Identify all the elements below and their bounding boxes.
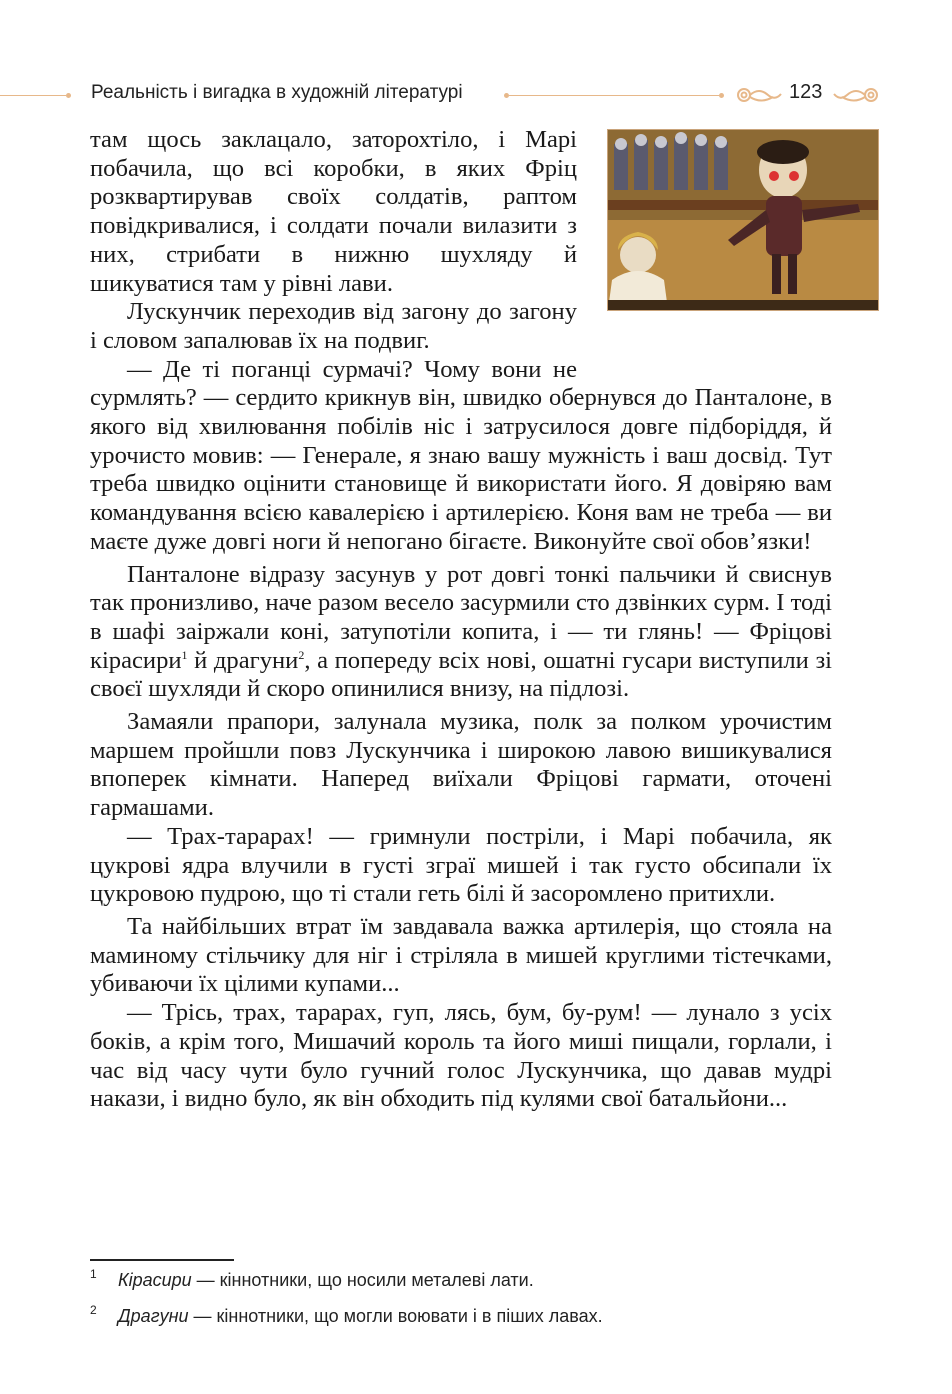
footnote-ref-2: 2	[298, 647, 305, 662]
footnote-term-text: Кірасири	[118, 1270, 192, 1290]
footnote-definition: — кіннотники, що могли воювати і в піших лавах.	[188, 1306, 603, 1326]
header-rule-mid	[509, 95, 719, 96]
footnote-definition: — кіннотники, що носили металеві лати.	[191, 1270, 534, 1290]
paragraph-5: Замаяли прапори, залунала музика, полк за полком урочистим маршем пройшли повз Лускунчика і широкою лавою вишикувалися впоперек кімнати. Наперед виїхали Фріцові гармати, оточені гармашами.	[90, 708, 832, 822]
footnote-term	[118, 1270, 534, 1291]
header-title: Реальність і вигадка в художній літературі	[91, 82, 463, 103]
paragraph-3: — Де ті поганці сурмачі? Чому вони не сурмлять? — сердито крикнув він, швидко обернувся до Панталоне, в якого від хвилювання побілів ніс і затрусилося довге підборіддя, й урочисто мовив: — Генерале, я знаю вашу мужність і ваш досвід. Тут треба швидко оцінити становище й використати його. Я довіряю вам командування всією кавалерією і артилерією. Коня вам не треба — ви маєте дуже довгі ноги й непогано бігаєте. Виконуйте свої обов’язки!	[90, 355, 832, 555]
illustration-space	[577, 126, 832, 356]
header-dot-right	[719, 93, 724, 98]
ornament-right-icon	[832, 82, 880, 108]
footnote-rule	[90, 1259, 234, 1261]
paragraph-6: — Трах-тарарах! — гримнули постріли, і Марі побачила, як цукрові ядра влучили в густі зграї мишей і так густо обсипали їх цукровою пудрою, що ті стали геть білі й засоромлено притихли.	[90, 822, 832, 908]
paragraph-1: там щось заклацало, заторохтіло, і Марі побачила, що всі коробки, в яких Фріц розквартирував своїх солдатів, раптом повідкривалися, і солдати почали вилазити з них, стрибати в нижню шухляду й шикуватися там у рівні лави.	[90, 126, 577, 297]
page-number: 123	[789, 81, 823, 103]
footnote-number: 1	[90, 1267, 97, 1281]
running-header	[0, 78, 952, 114]
ornament-left-icon	[735, 82, 783, 108]
paragraph-4-part-1: Панталоне відразу засунув у рот довгі тонкі пальчики й свиснув так пронизливо, наче разом весело засурмили сто дзвінких сурм. І тоді в шафі заіржали коні, затупотіли копита, і — ти глянь! — Фріцові кірасири	[90, 560, 832, 674]
footnote-term	[118, 1306, 603, 1327]
footnote-term-text: Драгуни	[118, 1306, 189, 1326]
paragraph-4	[90, 561, 832, 705]
header-rule-left	[0, 95, 66, 96]
paragraph-2: Лускунчик переходив від загону до загону і словом запалював їх на подвиг.	[90, 298, 577, 354]
footnote-ref-1: 1	[181, 647, 188, 662]
paragraph-4-part-2: й драгуни	[187, 646, 299, 674]
body-text	[90, 126, 832, 1114]
paragraph-7: Та найбільших втрат їм завдавала важка артилерія, що стояла на маминому стільчику для ніг і стріляла в мишей круглими тістечками, убиваючи їх цілими купами...	[90, 912, 832, 998]
paragraph-4-part-3: , а попереду всіх нові, ошатні гусари виступили зі своєї шухляди й скоро опинилися внизу, на підлозі.	[90, 646, 832, 703]
footnote-number: 2	[90, 1303, 97, 1317]
header-dot-left	[66, 93, 71, 98]
paragraph-8: — Трісь, трах, тарарах, гуп, лясь, бум, бу-рум! — лунало з усіх боків, а крім того, Мишачий король та його миші пищали, горлали, і час від часу чути було гучний голос Лускунчика, що давав мудрі накази, і видно було, як він обходить під кулями свої батальйони...	[90, 999, 832, 1113]
